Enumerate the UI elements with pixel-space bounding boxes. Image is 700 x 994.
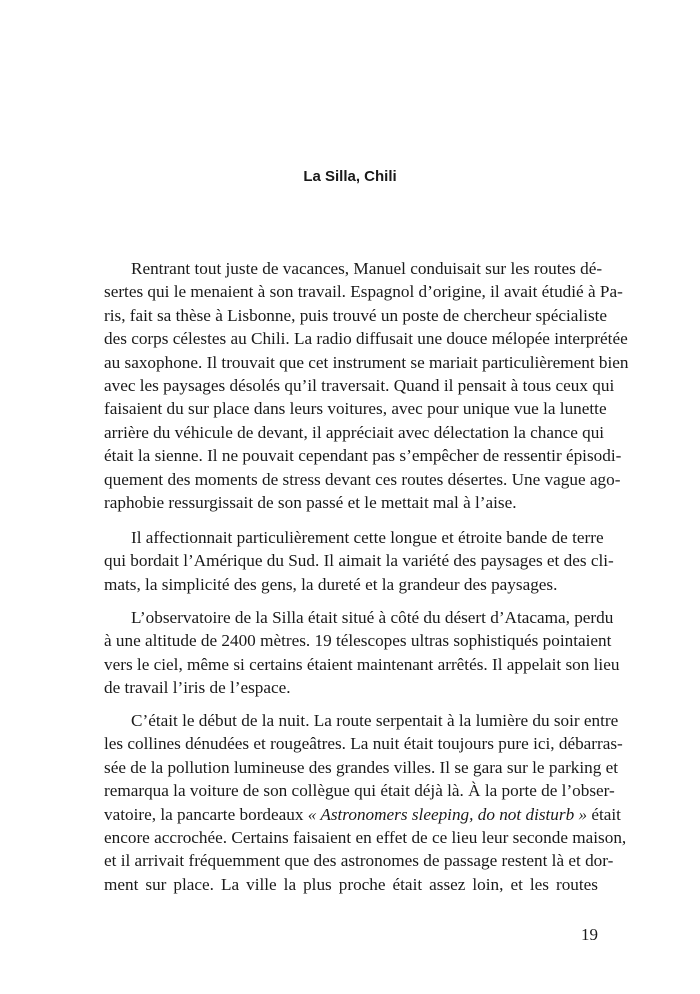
text-line: était la sienne. Il ne pouvait cependant pas s’empêcher de ressentir épisodi- — [104, 446, 622, 466]
paragraph-1 — [104, 257, 629, 514]
paragraph-4 — [104, 709, 627, 896]
text-segment: vatoire, la pancarte bordeaux — [104, 804, 308, 824]
text-line — [104, 803, 621, 826]
text-line: arrière du véhicule de devant, il appréciait avec délectation la chance qui — [104, 422, 605, 442]
text-line: C’était le début de la nuit. La route serpentait à la lumière du soir entre — [131, 711, 619, 730]
text-line: les collines dénudées et rougeâtres. La nuit était toujours pure ici, débarras- — [104, 734, 623, 754]
text-line: vers le ciel, même si certains étaient maintenant arrêtés. Il appelait son lieu — [104, 654, 620, 674]
text-line: Rentrant tout juste de vacances, Manuel conduisait sur les routes dé- — [131, 259, 603, 278]
text-line: faisaient du sur place dans leurs voitures, avec pour unique vue la lunette — [104, 399, 607, 419]
chapter-title: La Silla, Chili — [303, 168, 397, 185]
text-line: remarqua la voiture de son collègue qui était déjà là. À la porte de l’obser- — [104, 781, 615, 801]
text-line: et il arrivait fréquemment que des astronomes de passage restent là et dor- — [104, 851, 614, 871]
text-line: encore accrochée. Certains faisaient en effet de ce lieu leur seconde maison, — [104, 827, 627, 847]
text-line: Il affectionnait particulièrement cette longue et étroite bande de terre — [131, 528, 604, 547]
text-line: des corps célestes au Chili. La radio diffusait une douce mélopée interprétée — [104, 329, 628, 349]
text-line: sée de la pollution lumineuse des grandes villes. Il se gara sur le parking et — [104, 757, 619, 777]
text-line: raphobie ressurgissait de son passé et le mettait mal à l’aise. — [104, 492, 517, 512]
italic-quote: « Astronomers sleeping, do not disturb » — [307, 804, 588, 824]
text-line: de travail l’iris de l’espace. — [104, 678, 291, 698]
text-line: au saxophone. Il trouvait que cet instrument se mariait particulièrement bien — [104, 352, 629, 372]
text-line: avec les paysages désolés qu’il traversait. Quand il pensait à tous ceux qui — [104, 375, 615, 395]
text-line: à une altitude de 2400 mètres. 19 télescopes ultras sophistiqués pointaient — [104, 631, 612, 651]
page-number: 19 — [581, 925, 598, 944]
text-line: L’observatoire de la Silla était situé à côté du désert d’Atacama, perdu — [131, 608, 614, 627]
paragraph-2 — [104, 526, 614, 596]
text-segment: était — [587, 804, 621, 824]
text-line: sertes qui le menaient à son travail. Espagnol d’origine, il avait étudié à Pa- — [104, 282, 623, 302]
text-line: quement des moments de stress devant ces routes désertes. Une vague ago- — [104, 469, 621, 489]
text-line: qui bordait l’Amérique du Sud. Il aimait la variété des paysages et des cli- — [104, 551, 614, 571]
text-line: ment sur place. La ville la plus proche était assez loin, et les routes — [104, 874, 598, 894]
text-line: mats, la simplicité des gens, la dureté et la grandeur des paysages. — [104, 574, 558, 594]
text-line: ris, fait sa thèse à Lisbonne, puis trouvé un poste de chercheur spécialiste — [104, 305, 608, 325]
paragraph-3 — [104, 606, 620, 700]
